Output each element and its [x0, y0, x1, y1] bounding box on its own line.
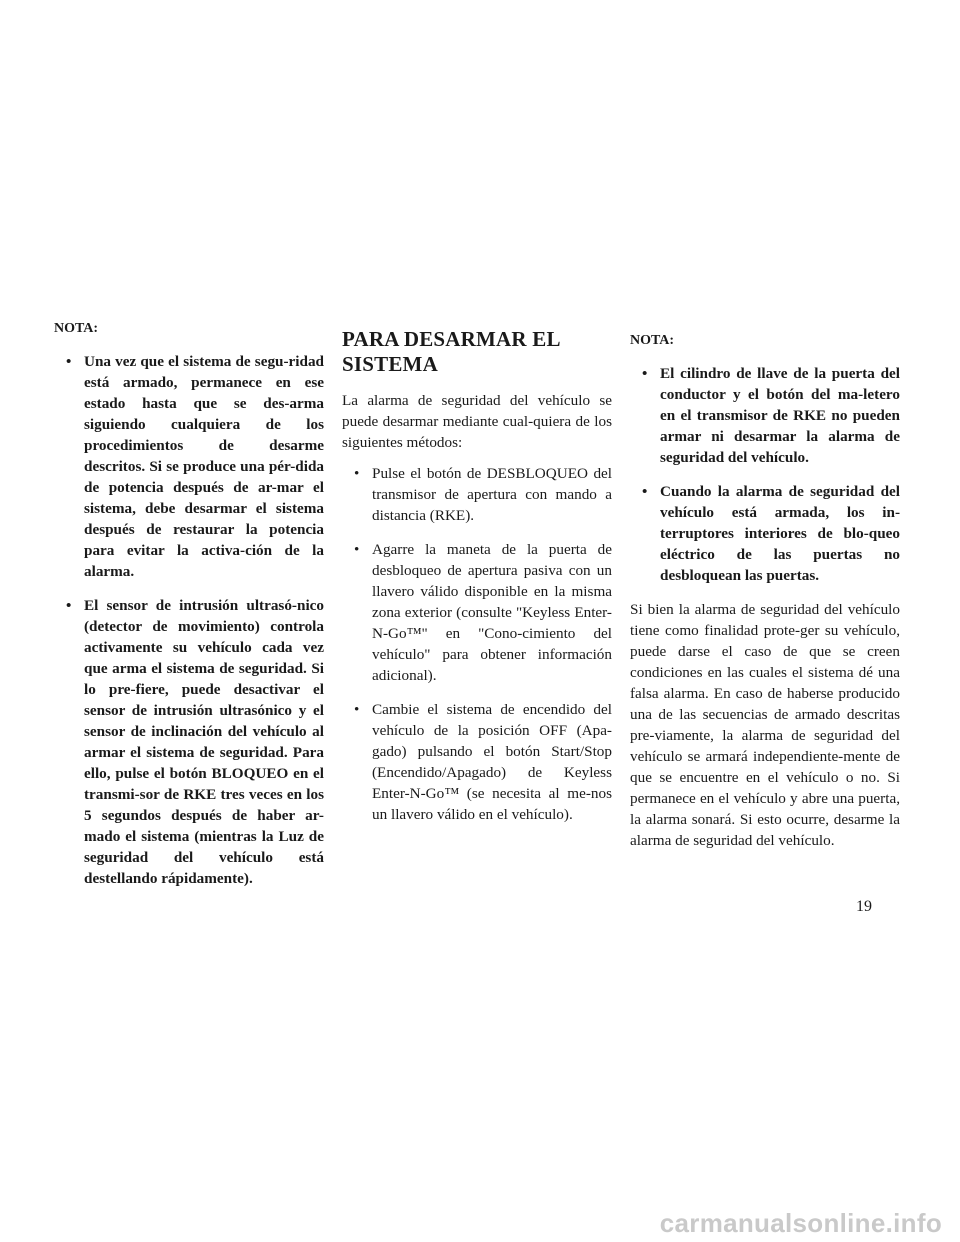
list-item: • El cilindro de llave de la puerta del conductor y el botón del ma-letero en el transmisor de RKE no pueden armar ni desarmar la alarma de seguridad del vehículo. — [630, 363, 900, 468]
list-item: • El sensor de intrusión ultrasó-nico (detector de movimiento) controla activamente su vehículo cada vez que arma el sistema de seguridad. Si lo pre-fiere, puede desactivar el sensor de intrusión ultrasónico y el sensor de inclinación del vehículo al armar el sistema de seguridad. Para ello, pulse el botón BLOQUEO en el transmi-sor de RKE tres veces en los 5 segundos después de haber ar-mado el sistema (mientras la Luz de seguridad del vehículo está destellando rápidamente). — [54, 595, 324, 889]
watermark-text: carmanualsonline.info — [659, 1208, 942, 1238]
note-label: NOTA: — [54, 321, 99, 336]
page-number: 19 — [856, 898, 872, 915]
note-bullet-list — [54, 351, 324, 889]
body-paragraph: Si bien la alarma de seguridad del vehículo tiene como finalidad prote-ger su vehículo, puede darse el caso de que se creen condiciones en las cuales el sistema dé una falsa alarma. En caso de haberse producido una de las secuencias de armado descritas pre-viamente, la alarma de seguridad del vehículo se armará independiente-mente de que se encuentre en el vehículo o no. Si permanece en el vehículo y abre una puerta, la alarma sonará. Si esto ocurre, desarme la alarma de seguridad del vehículo. — [630, 601, 900, 849]
section-heading: PARA DESARMAR EL SISTEMA — [342, 327, 560, 376]
list-item: • Cuando la alarma de seguridad del vehículo está armada, los in-terruptores interiores de blo-queo eléctrico de las puertas no desbloquean las puertas. — [630, 481, 900, 586]
note-bullet-list — [630, 363, 900, 586]
right-column — [630, 318, 900, 861]
note-label: NOTA: — [630, 333, 675, 348]
list-item: • Una vez que el sistema de segu-ridad está armado, permanece en ese estado hasta que se des-arma siguiendo cualquiera de los procedimientos de desarme descritos. Si se produce una pér-dida de potencia después de ar-mar el sistema, debe desarmar el sistema después de restaurar la potencia para evitar la activa-ción de la alarma. — [54, 351, 324, 582]
method-list — [342, 463, 612, 825]
list-item: • Cambie el sistema de encendido del vehículo de la posición OFF (Apa-gado) pulsando el botón Start/Stop (Encendido/Apagado) de Keyless Enter-N-Go™ (se necesita al me-nos un llavero válido en el vehículo). — [342, 699, 612, 825]
intro-paragraph: La alarma de seguridad del vehículo se puede desarmar mediante cual-quiera de los siguientes métodos: — [342, 392, 612, 451]
middle-column — [342, 318, 612, 838]
list-item: • Agarre la maneta de la puerta de desbloqueo de apertura pasiva con un llavero válido disponible en la misma zona exterior (consulte "Keyless Enter-N-Go™" en "Cono-cimiento del vehículo" para obtener información adicional). — [342, 539, 612, 686]
list-item: • Pulse el botón de DESBLOQUEO del transmisor de apertura con mando a distancia (RKE). — [342, 463, 612, 526]
left-column — [54, 318, 324, 902]
